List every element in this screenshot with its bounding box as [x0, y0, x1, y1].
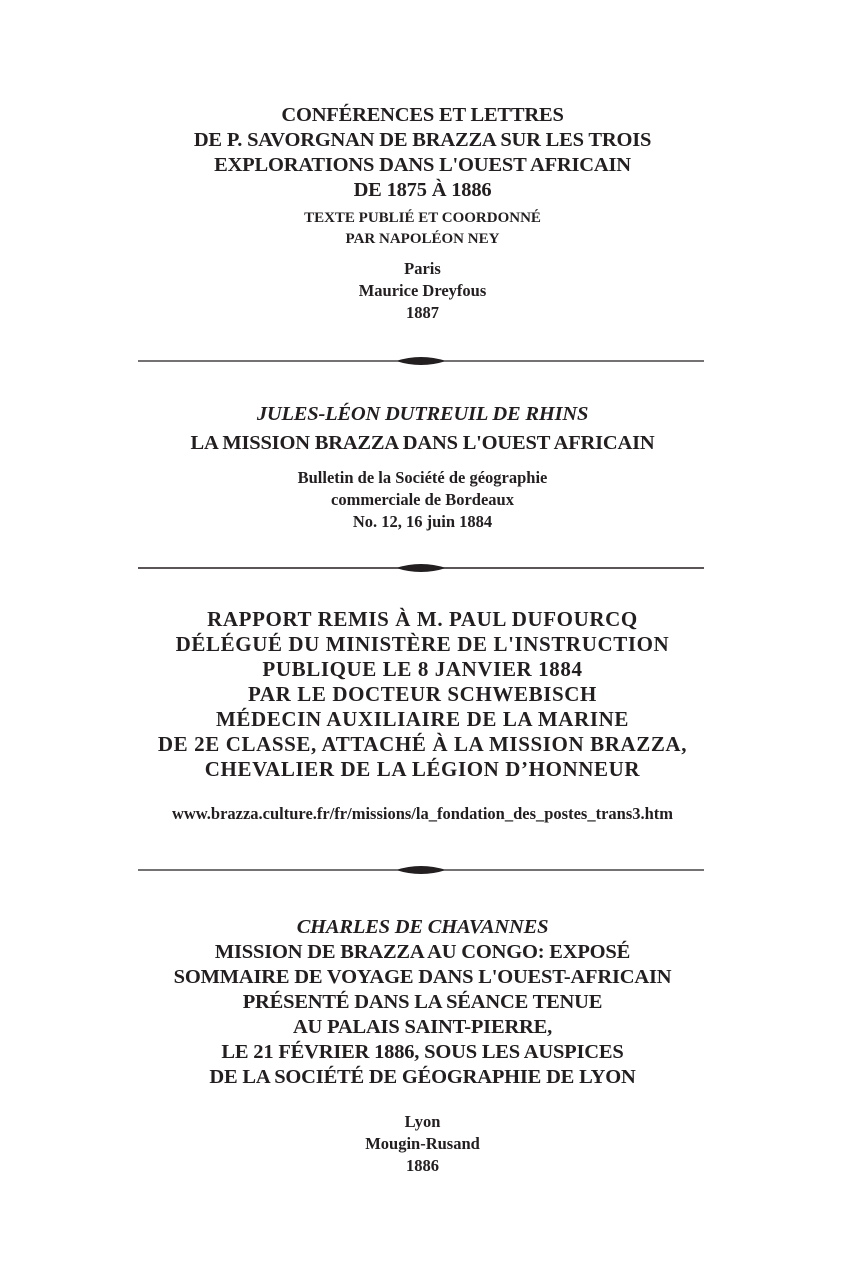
title-line: CONFÉRENCES ET LETTRES: [281, 104, 564, 126]
title-line: MÉDECIN AUXILIAIRE DE LA MARINE: [216, 707, 629, 731]
title-line: DE 2E CLASSE, ATTACHÉ À LA MISSION BRAZZA,: [157, 732, 688, 756]
section-divider: [138, 861, 704, 879]
section-divider: [138, 559, 704, 577]
source-line: Bulletin de la Société de géographie: [297, 468, 548, 487]
title-line: PAR LE DOCTEUR SCHWEBISCH: [248, 682, 597, 706]
title-line: DE LA SOCIÉTÉ DE GÉOGRAPHIE DE LYON: [209, 1066, 636, 1088]
section-3-title: [0, 607, 845, 782]
title-line: LE 21 FÉVRIER 1886, SOUS LES AUSPICES: [221, 1041, 624, 1063]
title-line: AU PALAIS SAINT-PIERRE,: [292, 1016, 553, 1038]
imprint-publisher: Mougin-Rusand: [365, 1134, 480, 1153]
section-3-url: [0, 804, 845, 824]
section-divider: [138, 352, 704, 370]
title-line: MISSION DE BRAZZA AU CONGO: EXPOSÉ: [214, 941, 631, 963]
section-4-title: [0, 915, 845, 1090]
subtitle-line: PAR NAPOLÉON NEY: [345, 231, 500, 247]
source-line: No. 12, 16 juin 1884: [352, 512, 493, 531]
subtitle-line: TEXTE PUBLIÉ ET COORDONNÉ: [304, 210, 541, 226]
imprint-year: 1886: [406, 1156, 439, 1175]
author-name: CHARLES DE CHAVANNES: [296, 916, 549, 938]
source-line: commerciale de Bordeaux: [331, 490, 514, 509]
section-4-imprint: [0, 1111, 845, 1177]
work-title: LA MISSION BRAZZA DANS L'OUEST AFRICAIN: [190, 432, 655, 454]
imprint-place: Paris: [404, 259, 441, 278]
title-line: CHEVALIER DE LA LÉGION D’HONNEUR: [204, 757, 641, 781]
author-name: JULES-LÉON DUTREUIL DE RHINS: [256, 403, 589, 425]
section-1-subtitle: [0, 208, 845, 250]
title-line: EXPLORATIONS DANS L'OUEST AFRICAIN: [214, 154, 631, 176]
title-line: SOMMAIRE DE VOYAGE DANS L'OUEST-AFRICAIN: [173, 966, 672, 988]
title-line: DÉLÉGUÉ DU MINISTÈRE DE L'INSTRUCTION: [175, 632, 670, 656]
imprint-year: 1887: [406, 303, 439, 322]
title-line: DE P. SAVORGNAN DE BRAZZA SUR LES TROIS: [193, 129, 652, 151]
section-2-source: [0, 467, 845, 533]
section-2: [0, 402, 845, 456]
imprint-publisher: Maurice Dreyfous: [358, 281, 487, 300]
section-1-imprint: [0, 258, 845, 324]
imprint-place: Lyon: [404, 1112, 441, 1131]
section-1-title: [0, 103, 845, 203]
title-line: PRÉSENTÉ DANS LA SÉANCE TENUE: [242, 991, 603, 1013]
title-line: RAPPORT REMIS À M. PAUL DUFOURCQ: [207, 607, 638, 631]
source-url: www.brazza.culture.fr/fr/missions/la_fondation_des_postes_trans3.htm: [171, 804, 674, 823]
title-line: DE 1875 À 1886: [353, 179, 492, 201]
title-line: PUBLIQUE LE 8 JANVIER 1884: [262, 657, 583, 681]
